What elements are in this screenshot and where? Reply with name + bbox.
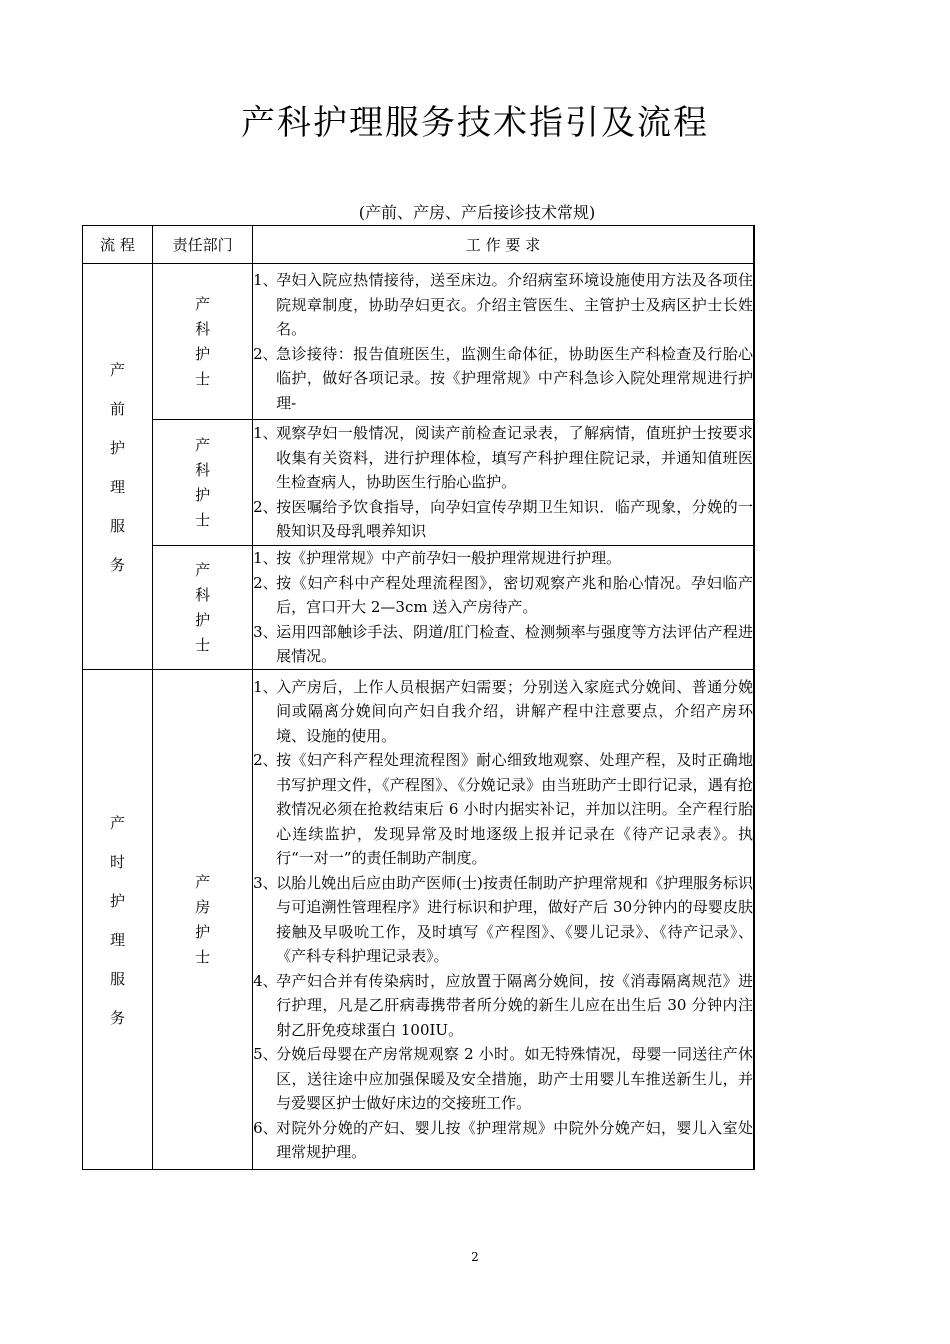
table-row [83, 546, 755, 670]
flow-char: 务 [110, 1008, 126, 1027]
document-title: 产科护理服务技术指引及流程 [241, 103, 709, 143]
item-number: 2、 [253, 751, 278, 769]
table-row [83, 420, 755, 546]
flow-char: 理 [110, 477, 126, 496]
flow-char: 服 [110, 969, 126, 988]
item-text: 按《妇产科中产程处理流程图》，密切观察产兆和胎心情况。孕妇临产后，宫口开大 2—3cm 送入产房待产。 [276, 573, 753, 617]
item-text: 分娩后母婴在产房常规观察 2 小时。如无特殊情况，母婴一同送往产休区，送往途中应加强保暖及安全措施，助产士用婴儿车推送新生儿，并与爱婴区护士做好床边的交接班工作。 [276, 1045, 753, 1112]
dept-cell [153, 546, 253, 670]
table-body [83, 264, 755, 1170]
flow-char: 护 [110, 438, 126, 457]
dept-char: 士 [195, 369, 211, 388]
item-number: 1、 [253, 549, 278, 568]
requirement-item [253, 969, 753, 1043]
item-text: 以胎儿娩出后应由助产医师(士)按责任制助产护理常规和《护理服务标识与可追溯性管理程序》进行标识和护理，做好产后 30分钟内的母婴皮肤接触及早吸吮工作，及时填写《产程图》、《婴儿记录》、《待产记录》、《产科专科护理记录表》。 [276, 873, 753, 965]
flow-char: 产 [110, 813, 126, 832]
requirement-item [253, 748, 753, 871]
flow-char: 前 [110, 399, 126, 418]
dept-char: 产 [195, 872, 211, 891]
requirement-item [253, 421, 753, 495]
dept-char: 产 [195, 294, 211, 313]
item-text: 孕产妇合并有传染病时，应放置于隔离分娩间，按《消毒隔离规范》进行护理，凡是乙肝病毒携带者所分娩的新生儿应在出生后 30 分钟内注射乙肝免疫球蛋白 100IU。 [276, 971, 753, 1039]
dept-char: 士 [195, 947, 211, 966]
document-subtitle: (产前、产房、产后接诊技术常规) [358, 203, 596, 222]
item-number: 2、 [253, 344, 278, 363]
item-text: 按医嘱给予饮食指导，向孕妇宣传孕期卫生知识．临产现象，分娩的一般知识及母乳喂养知识 [276, 497, 753, 541]
header-requirements: 工 作 要 求 [253, 226, 754, 264]
requirements-cell [253, 546, 754, 670]
dept-char: 护 [195, 922, 211, 941]
dept-char: 护 [195, 344, 211, 363]
flow-cell [83, 670, 153, 1170]
requirement-item [253, 871, 753, 969]
item-text: 观察孕妇一般情况，阅读产前检查记录表，了解病情，值班护士按要求收集有关资料，进行护理体检，填写产科护理住院记录，并通知值班医生检查病人，协助医生行胎心监护。 [276, 424, 753, 492]
dept-char: 产 [195, 435, 211, 454]
dept-char: 科 [195, 585, 211, 604]
header-dept: 责任部门 [153, 226, 253, 264]
dept-cell [153, 670, 253, 1170]
requirement-item [253, 342, 753, 416]
flow-char: 服 [110, 516, 126, 535]
table-row [83, 264, 755, 420]
item-text: 入产房后，上作人员根据产妇需要；分别送入家庭式分娩间、普通分娩间或隔离分娩间向产妇自我介绍，讲解产程中注意要点，介绍产房环境、设施的使用。 [276, 677, 753, 745]
header-flow: 流 程 [83, 226, 153, 264]
item-text: 按《妇产科产程处理流程图》耐心细致地观察、处理产程，及时正确地书写护理文件，《产程图》、《分娩记录》由当班助产士即行记录，遇有抢救情况必须在抢救结束后 6 小时内据实补记，并加以注明。全产程行胎心连续监护，发现异常及时地逐级上报并记录在《待产记录表》。执行“一对一”的责任制助产制度。 [276, 751, 753, 867]
dept-char: 护 [195, 610, 211, 629]
dept-char: 士 [195, 510, 211, 529]
flow-char: 护 [110, 891, 126, 910]
dept-char: 科 [195, 319, 211, 338]
flow-char: 务 [110, 555, 126, 574]
item-text: 对院外分娩的产妇、婴儿按《护理常规》中院外分娩产妇，婴儿入室处理常规护理。 [276, 1118, 753, 1161]
requirement-item [253, 1116, 753, 1165]
flow-cell [83, 264, 153, 670]
requirements-cell [253, 670, 754, 1170]
item-text: 急诊接待：报告值班医生，监测生命体征，协助医生产科检查及行胎心临护，做好各项记录。按《护理常规》中产科急诊入院处理常规进行护理- [276, 344, 753, 412]
item-number: 1、 [253, 271, 278, 289]
dept-vertical-label [153, 870, 252, 970]
requirement-item [253, 571, 753, 620]
requirement-item [253, 268, 753, 342]
requirements-cell [253, 420, 754, 546]
item-number: 1、 [253, 424, 278, 443]
table-header-row [83, 226, 755, 264]
dept-char: 士 [195, 635, 211, 654]
requirement-item [253, 620, 753, 669]
procedure-table [82, 225, 755, 1170]
dept-cell [153, 264, 253, 420]
requirement-item [253, 546, 753, 571]
dept-vertical-label [153, 292, 252, 392]
dept-cell [153, 420, 253, 546]
item-number: 6、 [253, 1118, 278, 1137]
requirement-item [253, 675, 753, 749]
dept-char: 科 [195, 460, 211, 479]
item-number: 1、 [253, 677, 278, 696]
item-number: 3、 [253, 622, 278, 641]
item-number: 2、 [253, 497, 278, 516]
item-number: 5、 [253, 1045, 278, 1063]
dept-char: 产 [195, 560, 211, 579]
item-number: 3、 [253, 873, 278, 892]
page-number: 2 [471, 1250, 479, 1264]
flow-char: 时 [110, 852, 126, 871]
item-number: 2、 [253, 573, 278, 592]
dept-vertical-label [153, 433, 252, 533]
item-text: 按《护理常规》中产前孕妇一般护理常规进行护理。 [276, 549, 622, 568]
flow-char: 理 [110, 930, 126, 949]
requirements-cell [253, 264, 754, 420]
flow-vertical-label [83, 350, 152, 584]
item-text: 孕妇入院应热情接待，送至床边。介绍病室环境设施使用方法及各项住院规章制度，协助孕妇更衣。介绍主管医生、主管护士及病区护士长姓名。 [276, 271, 753, 338]
dept-char: 护 [195, 485, 211, 504]
requirement-item [253, 495, 753, 544]
flow-vertical-label [83, 803, 152, 1037]
requirement-item [253, 1042, 753, 1116]
item-text: 运用四部触诊手法、阴道/肛门检查、检测频率与强度等方法评估产程进展情况。 [276, 622, 753, 666]
flow-char: 产 [110, 360, 126, 379]
dept-vertical-label [153, 558, 252, 658]
dept-char: 房 [195, 897, 211, 916]
item-number: 4、 [253, 971, 278, 990]
table-row [83, 670, 755, 1170]
